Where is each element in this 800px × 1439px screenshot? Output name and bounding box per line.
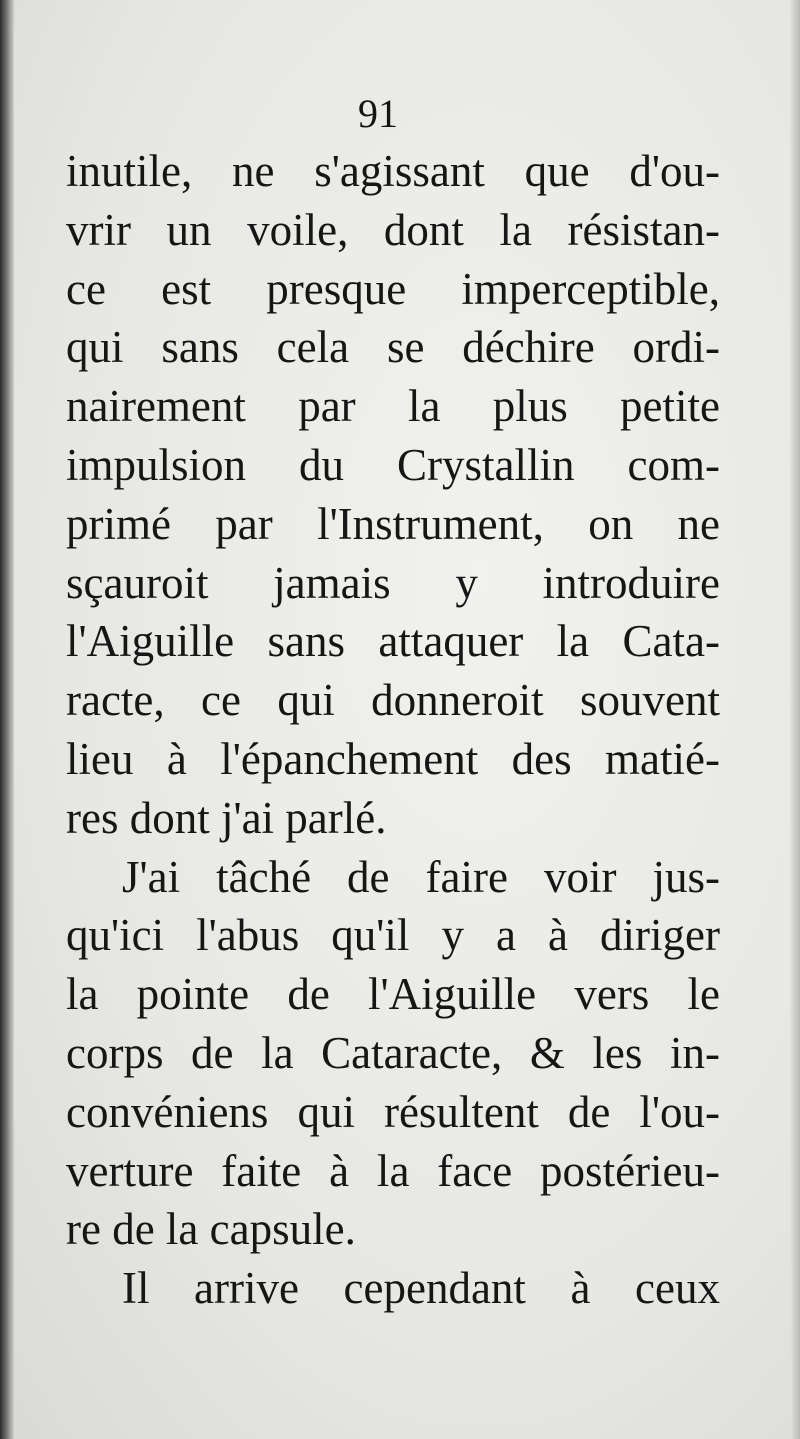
text-line: qu'ici l'abus qu'il y a à diriger	[66, 910, 720, 961]
text-line: sçauroit jamais y introduire	[66, 557, 720, 608]
text-line: racte, ce qui donneroit souvent	[66, 675, 720, 726]
text-line: qui sans cela se déchire ordi-	[66, 322, 720, 373]
page-binding-shadow	[0, 0, 14, 1439]
text-line: res dont j'ai parlé.	[66, 792, 387, 843]
text-line: inutile, ne s'agissant que d'ou-	[66, 146, 720, 196]
text-line: corps de la Cataracte, & les in-	[66, 1027, 720, 1078]
text-line: convéniens qui résultent de l'ou-	[66, 1086, 720, 1137]
text-line: lieu à l'épanchement des matié-	[66, 733, 720, 784]
page-edge	[790, 0, 800, 1439]
page-body-text	[66, 142, 720, 1318]
text-line: J'ai tâché de faire voir jus-	[122, 851, 720, 902]
text-line: impulsion du Crystallin com-	[66, 439, 720, 490]
text-line: Il arrive cependant à ceux	[122, 1263, 720, 1314]
text-line: l'Aiguille sans attaquer la Cata-	[66, 616, 720, 667]
text-line: nairement par la plus petite	[66, 381, 720, 432]
text-line: ce est presque imperceptible,	[66, 263, 720, 314]
text-line: la pointe de l'Aiguille vers le	[66, 969, 720, 1020]
text-line: vrir un voile, dont la résistan-	[66, 204, 720, 255]
text-line: re de la capsule.	[66, 1204, 356, 1255]
page-number: 91	[358, 91, 398, 136]
text-line: primé par l'Instrument, on ne	[66, 498, 720, 549]
text-line: verture faite à la face postérieu-	[66, 1145, 720, 1196]
